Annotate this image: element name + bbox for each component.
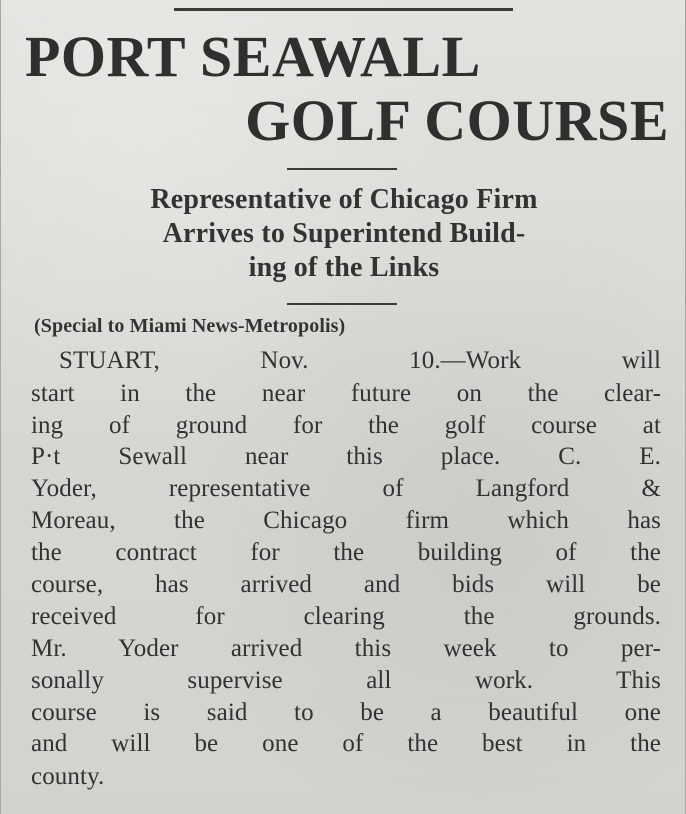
body-line-7: the contract for the building of the xyxy=(31,539,661,566)
section-rule-lower xyxy=(287,303,397,305)
body-line-8: course, has arrived and bids will be xyxy=(31,571,661,598)
body-line-10: Mr. Yoder arrived this week to per- xyxy=(31,635,661,662)
body-line-13: and will be one of the best in the xyxy=(31,730,661,757)
body-line-4: P·t Sewall near this place. C. E. xyxy=(31,443,661,470)
top-rule xyxy=(174,8,513,11)
subheadline-line-2: Arrives to Superintend Build- xyxy=(162,218,526,249)
subheadline-line-3: ing of the Links xyxy=(248,252,440,283)
dateline: (Special to Miami News-Metropolis) xyxy=(34,315,346,337)
headline-line-2: GOLF COURSE xyxy=(245,88,669,153)
body-line-5: Yoder, representative of Langford & xyxy=(31,475,661,502)
subheadline-line-1: Representative of Chicago Firm xyxy=(150,184,538,215)
body-line-12: course is said to be a beautiful one xyxy=(31,699,661,726)
body-line-14: county. xyxy=(31,763,105,790)
section-rule-upper xyxy=(287,168,397,170)
body-line-3: ing of ground for the golf course at xyxy=(31,412,661,439)
body-line-11: sonally supervise all work. This xyxy=(31,667,661,694)
body-line-2: start in the near future on the clear- xyxy=(31,380,661,407)
headline-line-1: PORT SEAWALL xyxy=(25,24,481,89)
body-line-1: STUART, Nov. 10.—Work will xyxy=(59,347,661,374)
body-line-9: received for clearing the grounds. xyxy=(31,603,661,630)
body-line-6: Moreau, the Chicago firm which has xyxy=(31,507,661,534)
